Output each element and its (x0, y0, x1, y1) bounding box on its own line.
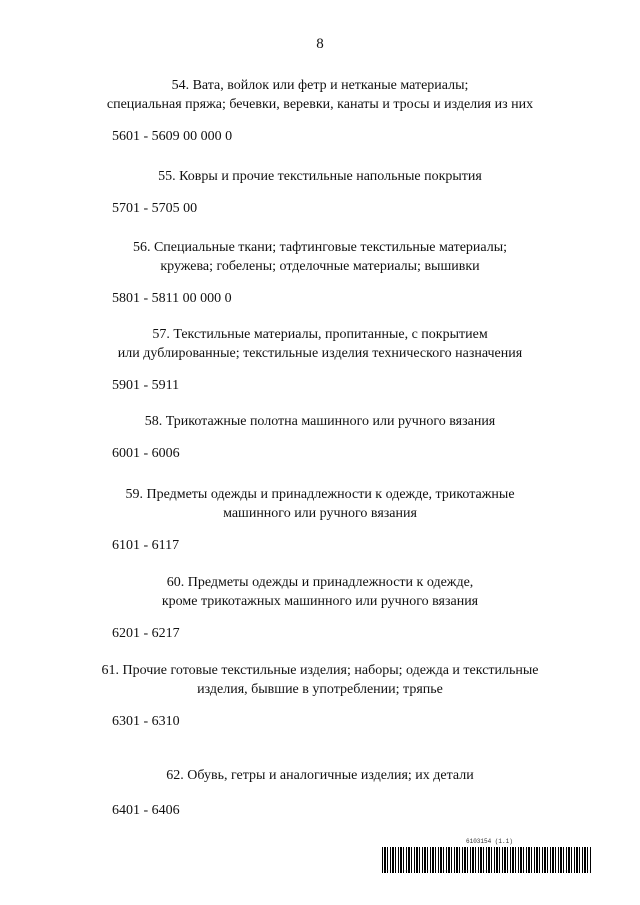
barcode-label: 6103154 (1.1) (466, 838, 513, 845)
entry-title (0, 167, 640, 186)
entry-title-line: 54. Вата, войлок или фетр и нетканые материалы; (171, 78, 469, 93)
entry-title-line: 60. Предметы одежды и принадлежности к одежде, (166, 575, 474, 590)
entry-title (0, 412, 640, 431)
entry-title (0, 573, 640, 611)
entry (0, 76, 640, 146)
entry-title (0, 238, 640, 276)
entry-title-line: 56. Специальные ткани; тафтинговые текстильные материалы; (132, 240, 508, 255)
entry (0, 412, 640, 463)
entry-title-line: кроме трикотажных машинного или ручного вязания (161, 594, 479, 609)
entry-code: 6001 - 6006 (112, 446, 180, 461)
entry-title-line: специальная пряжа; бечевки, веревки, канаты и тросы и изделия из них (106, 97, 534, 112)
entry-code: 6401 - 6406 (112, 803, 180, 818)
entry (0, 573, 640, 643)
entry-title-line: 62. Обувь, гетры и аналогичные изделия; их детали (166, 768, 474, 783)
entry-title-line: или дублированные; текстильные изделия технического назначения (117, 346, 523, 361)
entry-title-line: кружева; гобелены; отделочные материалы; вышивки (160, 259, 480, 274)
entry (0, 661, 640, 731)
entry (0, 238, 640, 308)
entry (0, 766, 640, 820)
entry-title-line: изделия, бывшие в употреблении; тряпье (197, 682, 443, 697)
entry-code: 6201 - 6217 (112, 626, 180, 641)
entry-code: 5701 - 5705 00 (112, 201, 198, 216)
page-number: 8 (316, 36, 324, 52)
entry-title (0, 485, 640, 523)
entry-title (0, 661, 640, 699)
entry-title-line: 57. Текстильные материалы, пропитанные, с покрытием (152, 327, 488, 342)
entry (0, 325, 640, 395)
entry-code: 5801 - 5811 00 000 0 (112, 291, 232, 306)
entry-title-line: 61. Прочие готовые текстильные изделия; наборы; одежда и текстильные (101, 663, 539, 678)
entry-title-line: 55. Ковры и прочие текстильные напольные покрытия (158, 169, 482, 184)
entry-code: 6301 - 6310 (112, 714, 180, 729)
entry-code: 5601 - 5609 00 000 0 (112, 129, 233, 144)
entry (0, 485, 640, 555)
entry-title-line: 58. Трикотажные полотна машинного или ручного вязания (144, 414, 496, 429)
entry-title-line: машинного или ручного вязания (223, 506, 417, 521)
entry-title (0, 325, 640, 363)
entry-code: 6101 - 6117 (112, 538, 180, 553)
barcode-image (382, 847, 592, 873)
entry-title (0, 76, 640, 114)
entry-title (0, 766, 640, 785)
entry-title-line: 59. Предметы одежды и принадлежности к одежде, трикотажные (125, 487, 515, 502)
entry-code: 5901 - 5911 (112, 378, 180, 393)
entry (0, 167, 640, 218)
